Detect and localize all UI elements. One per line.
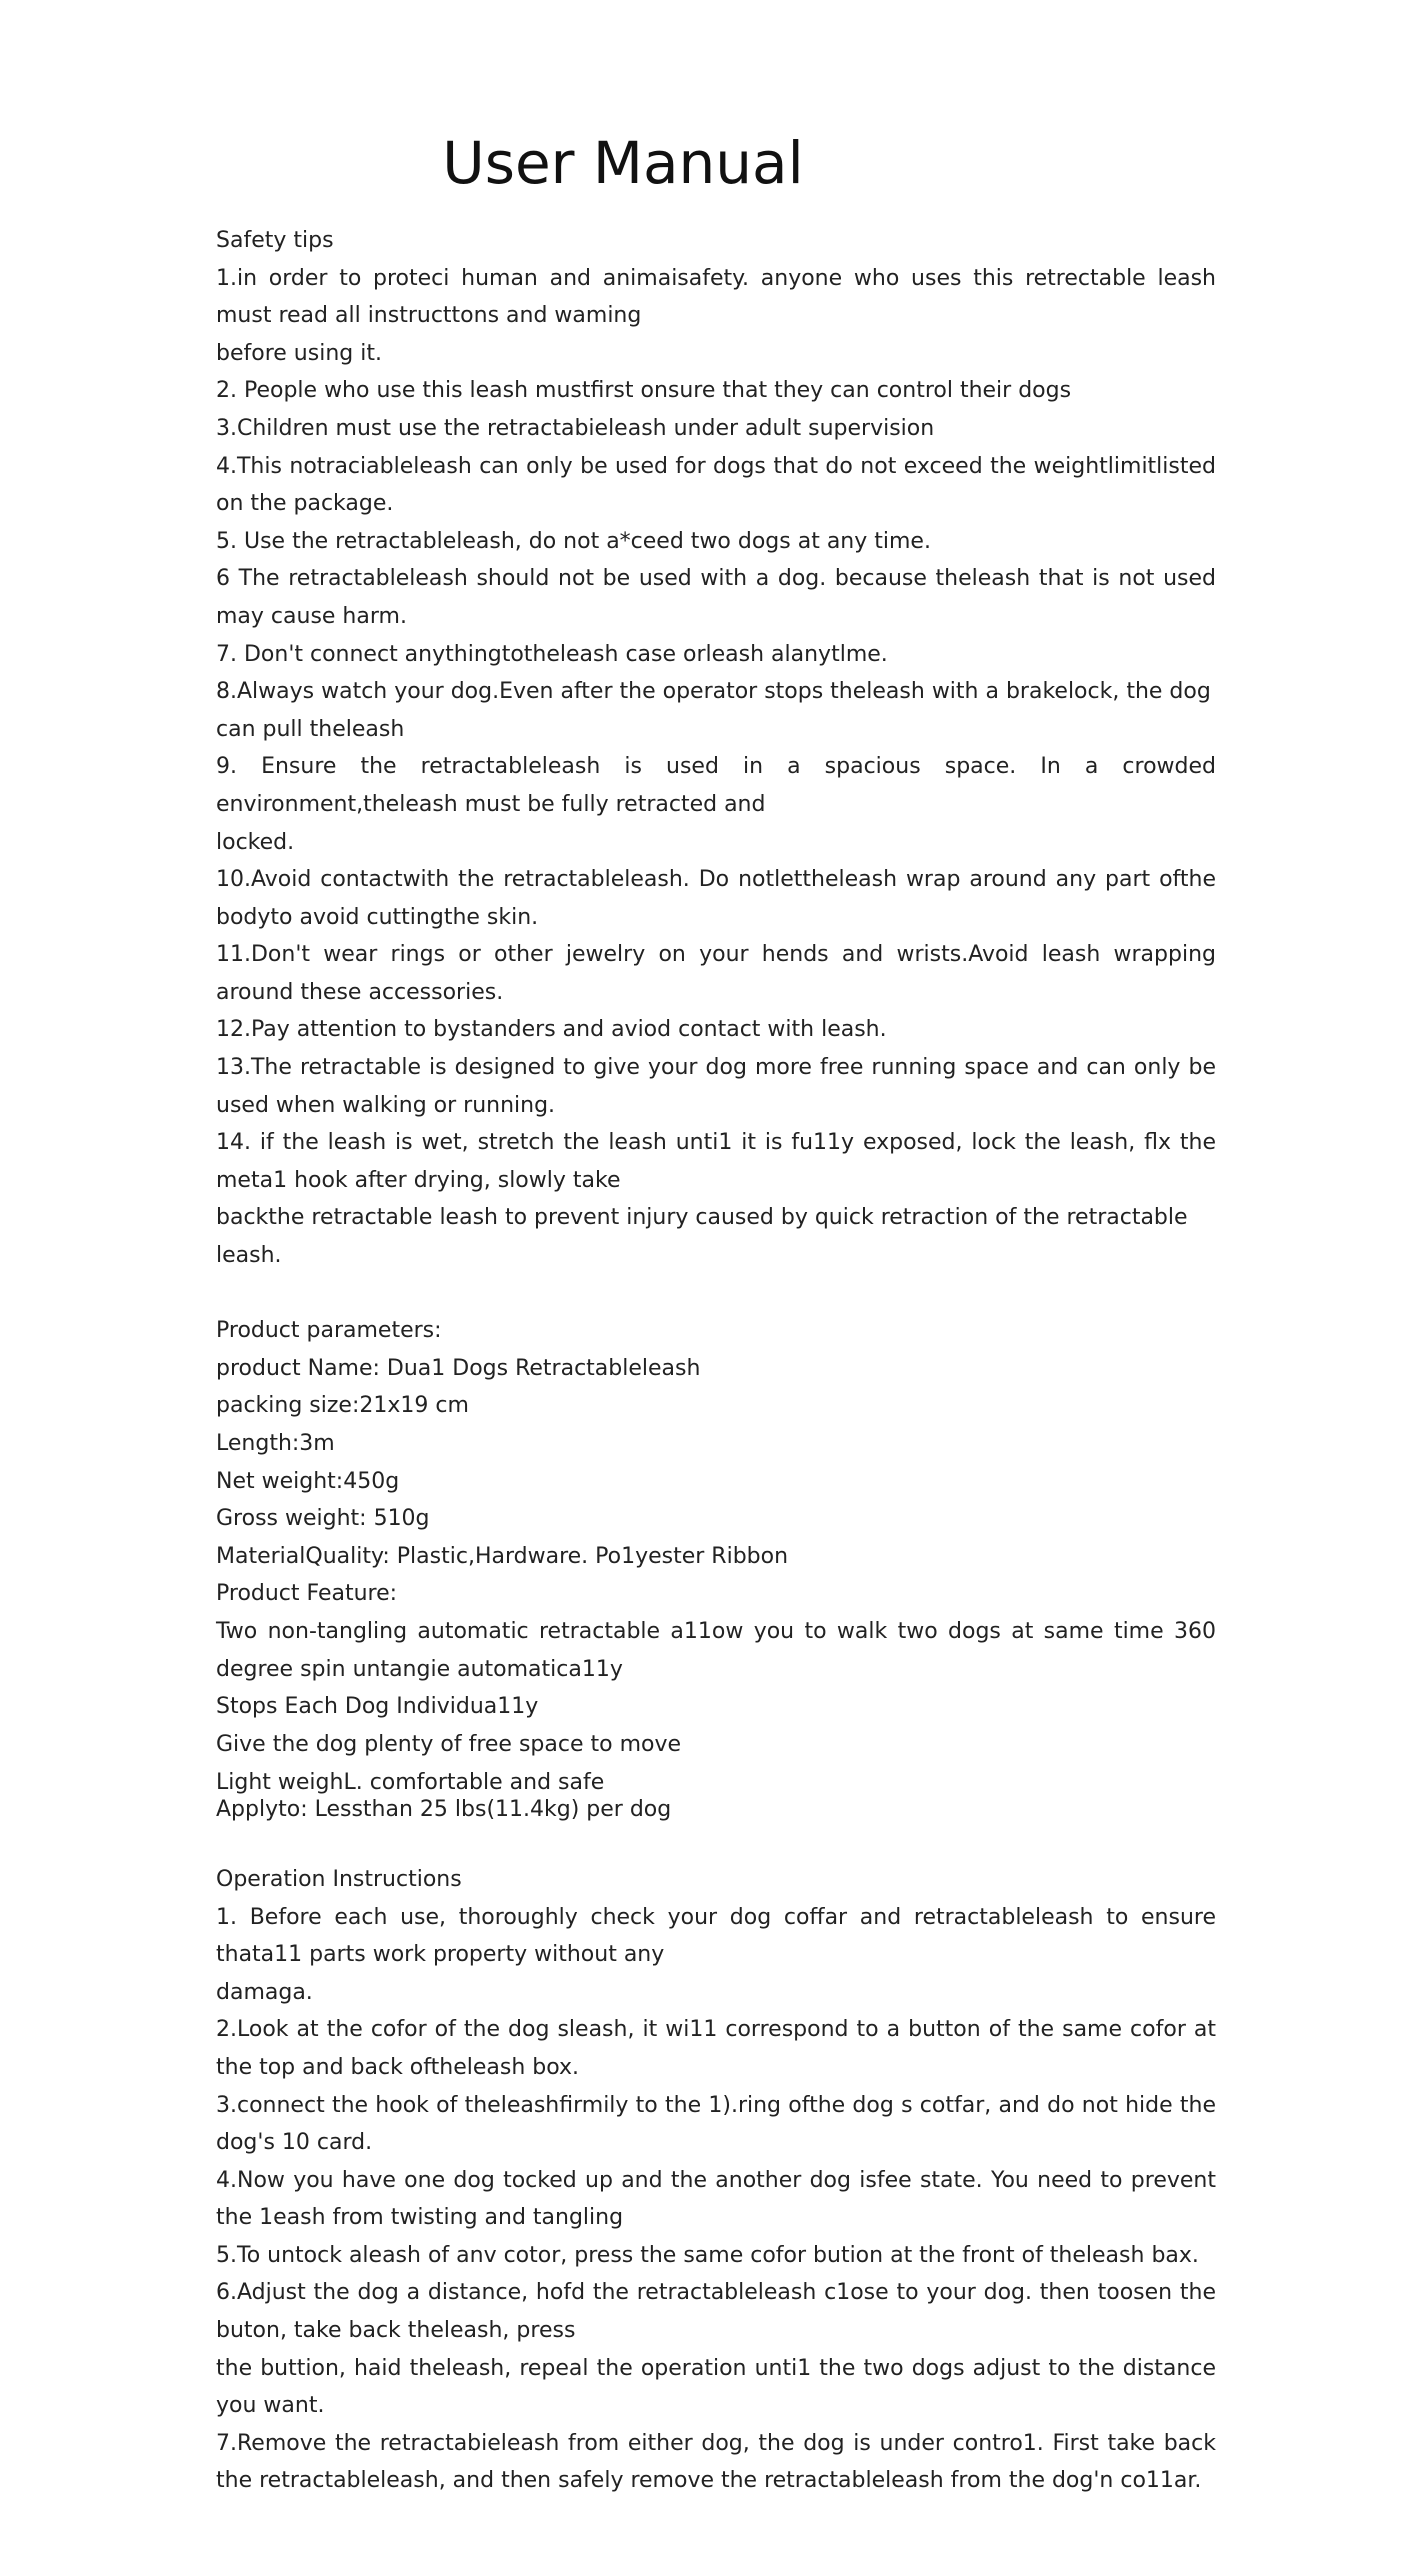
- param-line: Stops Each Dog Individua11y: [216, 1694, 539, 1720]
- operation-step: 1. Before each use, thoroughly check your dog coffar and retractableleash to ensure thata11 parts work property without any: [216, 1904, 1216, 1968]
- safety-tip: locked.: [216, 829, 295, 855]
- operation-step: 7.Remove the retractabieleash from either dog, the dog is under contro1. First take back the retractableleash, and then safely remove the retractableleash from the dog'n co11ar.: [216, 2430, 1216, 2494]
- safety-tip: 9. Ensure the retractableleash is used in a spacious space. In a crowded environment,theleash must be fully retracted and: [216, 754, 1216, 817]
- safety-heading: Safety tips: [216, 228, 334, 253]
- safety-tip: 12.Pay attention to bystanders and aviod contact with leash.: [216, 1017, 887, 1043]
- safety-tip: 4.This notraciableleash can only be used for dogs that do not exceed the weightlimitlisted on the package.: [216, 453, 1216, 517]
- param-line: Net weight:450g: [216, 1468, 400, 1494]
- param-line: Product Feature:: [216, 1581, 398, 1607]
- param-line: Light weighL. comfortable and safe: [216, 1770, 605, 1796]
- param-line: packing size:21x19 cm: [216, 1393, 469, 1419]
- operation-step: 6.Adjust the dog a distance, hofd the retractableleash c1ose to your dog. then toosen the buton, take back theleash, press: [216, 2280, 1216, 2344]
- operation-heading: Operation Instructions: [216, 1866, 462, 1892]
- safety-tip: 3.Children must use the retractabieleash under adult supervision: [216, 415, 935, 441]
- manual-body: [216, 222, 1216, 2500]
- operation-step: 5.To untock aleash of anv cotor, press the same cofor bution at the front of theleash bax.: [216, 2242, 1199, 2268]
- safety-tips-section: [216, 222, 1216, 1275]
- operation-step: 2.Look at the cofor of the dog sleash, it wi11 correspond to a button of the same cofor at the top and back oftheleash box.: [216, 2017, 1216, 2080]
- product-parameters-section: [216, 1312, 1216, 1823]
- safety-tip: 6 The retractableleash should not be used with a dog. because theleash that is not used may cause harm.: [216, 566, 1216, 629]
- param-line: Gross weight: 510g: [216, 1506, 430, 1532]
- operation-instructions-section: [216, 1861, 1216, 2500]
- param-line: MaterialQuality: Plastic,Hardware. Po1yester Ribbon: [216, 1543, 789, 1569]
- param-tight-group: [216, 1763, 1216, 1823]
- safety-tip: 8.Always watch your dog.Even after the operator stops theleash with a brakelock, the dog can pull theleash: [216, 679, 1211, 742]
- safety-tip: 5. Use the retractableleash, do not a*ceed two dogs at any time.: [216, 528, 931, 554]
- safety-tip: backthe retractable leash to prevent injury caused by quick retraction of the retractable leash.: [216, 1205, 1188, 1269]
- operation-step: 4.Now you have one dog tocked up and the another dog isfee state. You need to prevent the 1eash from twisting and tangling: [216, 2167, 1216, 2231]
- params-heading: Product parameters:: [216, 1318, 442, 1344]
- safety-tip: before using it.: [216, 340, 382, 366]
- safety-tip: 1.in order to proteci human and animaisafety. anyone who uses this retrectable leash must read all instructtons and waming: [216, 265, 1216, 329]
- safety-tip: 13.The retractable is designed to give your dog more free running space and can only be used when walking or running.: [216, 1055, 1216, 1118]
- param-line: Length:3m: [216, 1431, 335, 1456]
- page-title: User Manual: [442, 129, 804, 197]
- param-line: Two non-tangling automatic retractable a11ow you to walk two dogs at same time 360 degree spin untangie automatica11y: [216, 1618, 1216, 1682]
- param-line: product Name: Dua1 Dogs Retractableleash: [216, 1355, 701, 1381]
- param-line: Give the dog plenty of free space to move: [216, 1731, 682, 1757]
- param-line: Applyto: Lessthan 25 lbs(11.4kg) per dog: [216, 1797, 672, 1823]
- section-spacer: [216, 1275, 1216, 1313]
- safety-tip: 11.Don't wear rings or other jewelry on your hends and wrists.Avoid leash wrapping around these accessories.: [216, 942, 1216, 1005]
- safety-tip: 14. if the leash is wet, stretch the leash unti1 it is fu11y exposed, lock the leash, flx the meta1 hook after drying, slowly take: [216, 1130, 1216, 1193]
- operation-step: damaga.: [216, 1979, 313, 2005]
- section-spacer: [216, 1823, 1216, 1861]
- operation-step: the buttion, haid theleash, repeal the operation unti1 the two dogs adjust to the distance you want.: [216, 2355, 1216, 2419]
- safety-tip: 10.Avoid contactwith the retractableleash. Do notlettheleash wrap around any part ofthe bodyto avoid cuttingthe skin.: [216, 867, 1216, 930]
- safety-tip: 2. People who use this leash mustfirst onsure that they can control their dogs: [216, 378, 1072, 404]
- operation-step: 3.connect the hook of theleashfirmily to the 1).ring ofthe dog s cotfar, and do not hide the dog's 10 card.: [216, 2092, 1216, 2156]
- safety-tip: 7. Don't connect anythingtotheleash case orleash alanytlme.: [216, 641, 888, 667]
